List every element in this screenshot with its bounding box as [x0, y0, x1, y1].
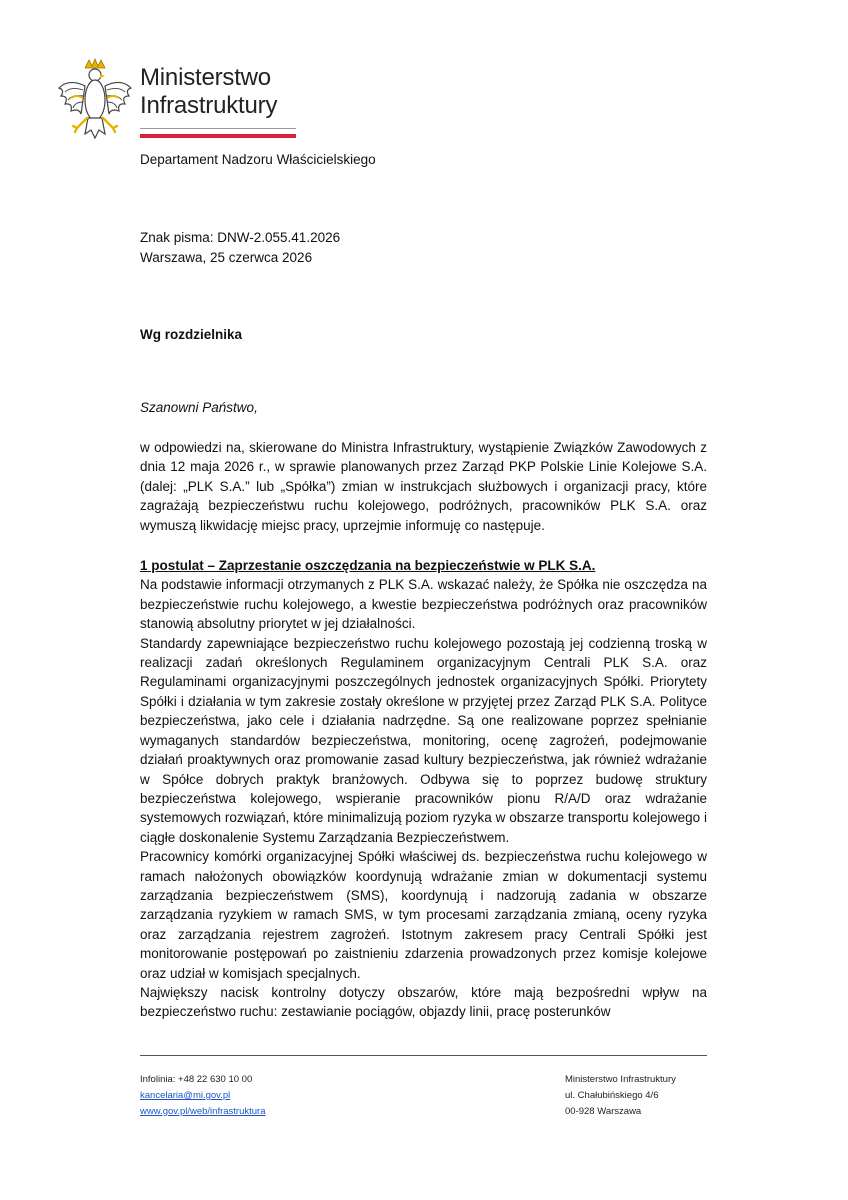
polish-eagle-emblem-icon	[55, 58, 135, 150]
address-name: Ministerstwo Infrastruktury	[565, 1074, 676, 1085]
footer-contact	[140, 1072, 266, 1120]
salutation: Szanowni Państwo,	[140, 400, 258, 415]
letter-body	[140, 438, 707, 1022]
footer-address	[565, 1072, 676, 1120]
reference-block	[140, 228, 340, 268]
body-paragraph: Pracownicy komórki organizacyjnej Spółki właściwej ds. bezpieczeństwa ruchu kolejowego w ramach nałożonych obowiązków koordynują wdrażanie zmian w dokumentacji systemu zarządzania bezpieczeństwem (SMS), koordynują i nadzorują zadania w obszarze zarządzania ryzykiem w ramach SMS, w tym procesami zarządzania zmianą, oceny ryzyka oraz zarządzania rejestrem zagrożeń. Istotnym zakresem pracy Centrali Spółki jest monitorowanie postępowań po zaistnieniu zdarzenia prowadzonych przez komisje kolejowe oraz udział w komisjach specjalnych.	[140, 849, 707, 981]
flag-divider-red	[140, 134, 296, 138]
address-street: ul. Chałubińskiego 4/6	[565, 1090, 659, 1101]
body-paragraph: Standardy zapewniające bezpieczeństwo ruchu kolejowego pozostają jej codzienną troską w realizacji zadań określonych Regulaminem organizacyjnym Centrali PLK S.A. oraz Regulaminami organizacyjnymi poszczególnych jednostek organizacyjnych Spółki. Priorytety Spółki i działania w tym zakresie zostały określone w przyjętej przez Zarząd PLK S.A. Polityce bezpieczeństwa, jako cele i działania nadrzędne. Są one realizowane poprzez spełnianie wymaganych standardów bezpieczeństwa, monitoring, ocenę zagrożeń, podejmowanie działań proaktywnych oraz promowanie zasad kultury bezpieczeństwa, jak również wdrażanie w Spółce dobrych praktyk branżowych. Odbywa się to poprzez budowę struktury bezpieczeństwa kolejowego, wspieranie pracowników pionu R/A/D oraz wdrażanie systemowych rozwiązań, które minimalizują poziom ryzyka w obszarze transportu kolejowego i ciągłe doskonalenie Systemu Zarządzania Bezpieczeństwem.	[140, 635, 707, 845]
intro-paragraph: w odpowiedzi na, skierowane do Ministra Infrastruktury, wystąpienie Związków Zawodowych z dnia 12 maja 2026 r., w sprawie planowanych przez Zarząd PKP Polskie Linie Kolejowe S.A. (dalej: „PLK S.A.” lub „Spółka”) zmian w instrukcjach służbowych i organizacji pracy, które zagrażają bezpieczeństwu ruchu kolejowego, podróżnych, pracowników PLK S.A. oraz wymuszą likwidację miejsc pracy, uprzejmie informuję co następuje.	[140, 440, 707, 533]
website-link[interactable]: www.gov.pl/web/infrastruktura	[140, 1106, 266, 1117]
body-paragraph: Na podstawie informacji otrzymanych z PLK S.A. wskazać należy, że Spółka nie oszczędza na bezpieczeństwie ruchu kolejowego, a kwestie bezpieczeństwa podróżnych oraz pracowników stanowią absolutny priorytet w jej działalności.	[140, 577, 707, 632]
flag-divider-gray	[140, 128, 296, 129]
body-paragraph: Największy nacisk kontrolny dotyczy obszarów, które mają bezpośredni wpływ na bezpieczeństwo ruchu: zestawianie pociągów, objazdy linii, pracę posterunków	[140, 984, 707, 1020]
hotline: Infolinia: +48 22 630 10 00	[140, 1074, 253, 1085]
section-heading: 1 postulat – Zaprzestanie oszczędzania na bezpieczeństwie w PLK S.A.	[140, 558, 596, 574]
addressee: Wg rozdzielnika	[140, 327, 243, 342]
ministry-name-line1: Ministerstwo	[140, 64, 271, 91]
reference-sign: Znak pisma: DNW-2.055.41.2026	[140, 230, 341, 245]
ministry-logo-text	[140, 64, 277, 120]
email-link[interactable]: kancelaria@mi.gov.pl	[140, 1090, 231, 1101]
ministry-name-line2: Infrastruktury	[140, 92, 278, 119]
department-name: Departament Nadzoru Właścicielskiego	[140, 152, 376, 167]
place-date: Warszawa, 25 czerwca 2026	[140, 250, 313, 265]
footer-divider	[140, 1055, 707, 1056]
address-city: 00-928 Warszawa	[565, 1106, 642, 1117]
